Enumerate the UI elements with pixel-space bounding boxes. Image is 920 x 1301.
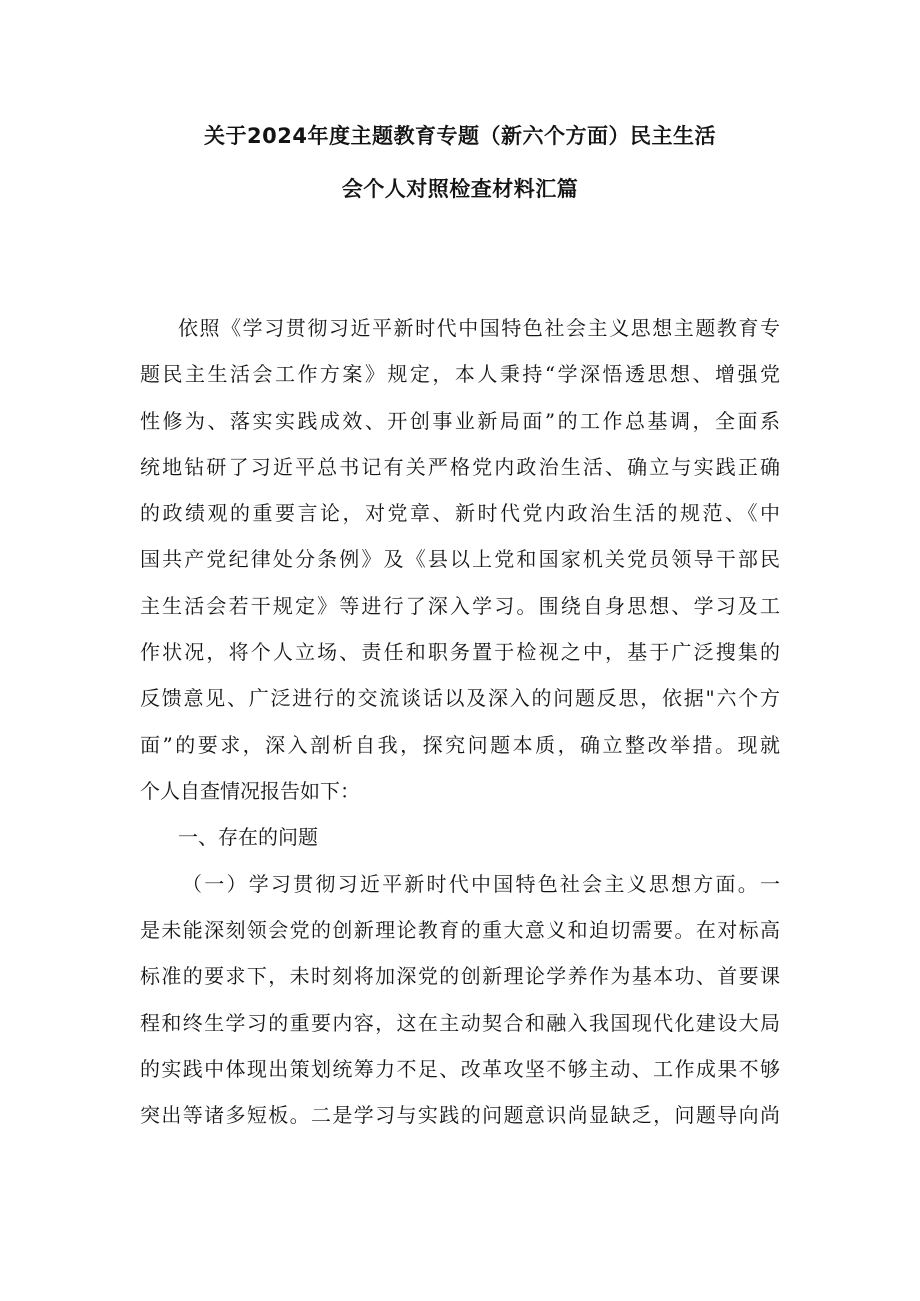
intro-paragraph-line: 性修为、落实实践成效、开创事业新局面”的工作总基调，全面系 — [140, 409, 780, 433]
intro-paragraph-line: 的政绩观的重要言论，对党章、新时代党内政治生活的规范、《中 — [140, 501, 780, 525]
intro-paragraph-line: 依照《学习贯彻习近平新时代中国特色社会主义思想主题教育专 — [178, 316, 780, 340]
intro-paragraph-line: 国共产党纪律处分条例》及《县以上党和国家机关党员领导干部民 — [140, 547, 780, 571]
intro-paragraph-line: 个人自查情况报告如下： — [140, 779, 360, 803]
document-title-line-1: 关于2024年度主题教育专题（新六个方面）民主生活 — [204, 124, 716, 148]
subsection-paragraph-line: 标准的要求下，未时刻将加深党的创新理论学养作为基本功、首要课 — [140, 964, 780, 988]
subsection-paragraph-line: 程和终生学习的重要内容，这在主动契合和融入我国现代化建设大局 — [140, 1011, 780, 1035]
intro-paragraph-line: 面”的要求，深入剖析自我，探究问题本质，确立整改举措。现就 — [140, 733, 780, 757]
subsection-paragraph-line: 的实践中体现出策划统筹力不足、改革攻坚不够主动、工作成果不够 — [140, 1057, 780, 1081]
subsection-paragraph-line: （一）学习贯彻习近平新时代中国特色社会主义思想方面。一 — [182, 872, 780, 896]
subsection-paragraph-line: 突出等诸多短板。二是学习与实践的问题意识尚显缺乏，问题导向尚 — [140, 1103, 780, 1127]
subsection-paragraph-line: 是未能深刻领会党的创新理论教育的重大意义和迫切需要。在对标高 — [140, 918, 780, 942]
intro-paragraph-line: 作状况，将个人立场、责任和职务置于检视之中，基于广泛搜集的 — [140, 640, 780, 664]
intro-paragraph-line: 反馈意见、广泛进行的交流谈话以及深入的问题反思，依据"六个方 — [140, 686, 780, 710]
intro-paragraph-line: 题民主生活会工作方案》规定，本人秉持“学深悟透思想、增强党 — [140, 362, 780, 386]
document-title-line-2: 会个人对照检查材料汇篇 — [341, 177, 579, 201]
intro-paragraph-line: 主生活会若干规定》等进行了深入学习。围绕自身思想、学习及工 — [140, 594, 780, 618]
intro-paragraph-line: 统地钻研了习近平总书记有关严格党内政治生活、确立与实践正确 — [140, 455, 780, 479]
section-heading: 一、存在的问题 — [178, 825, 318, 849]
